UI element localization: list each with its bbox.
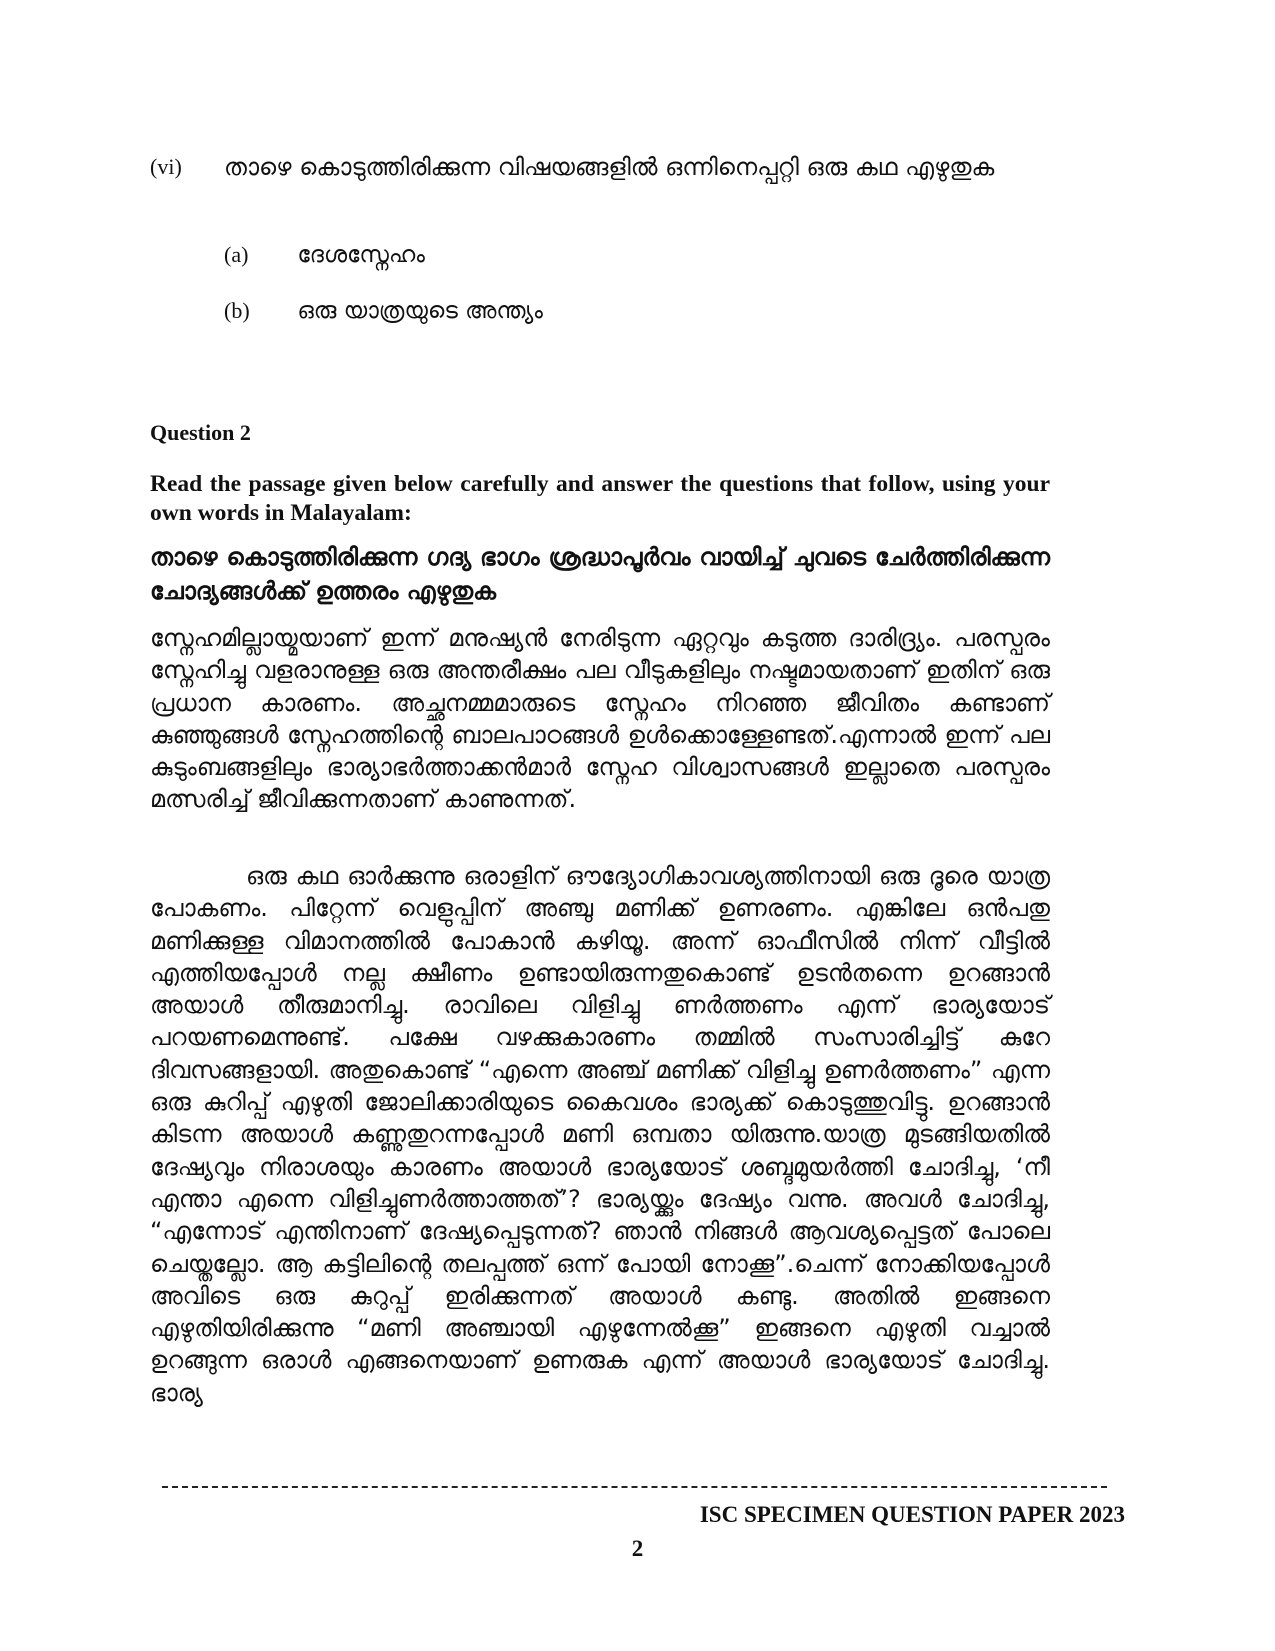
footer-title: ISC SPECIMEN QUESTION PAPER 2023 [699, 1502, 1125, 1527]
instruction-malayalam: താഴെ കൊടുത്തിരിക്കുന്ന ഗദ്യ ഭാഗം ശ്രദ്ധാപൂർവം വായിച്ച് ചുവടെ ചേർത്തിരിക്കുന്ന ചോദ്യങ്ങൾക്ക് ഉത്തരം എഴുതുക [150, 543, 1050, 605]
option-b [224, 298, 543, 324]
option-text: ദേശസ്നേഹം [297, 242, 425, 268]
item-vi-text: താഴെ കൊടുത്തിരിക്കുന്ന വിഷയങ്ങളിൽ ഒന്നിനെപ്പറ്റി ഒരു കഥ എഴുതുക [224, 153, 995, 181]
option-a [224, 242, 425, 268]
option-text: ഒരു യാത്രയുടെ അന്ത്യം [297, 298, 543, 324]
option-letter: (a) [224, 242, 249, 267]
question-item-vi [150, 150, 1050, 184]
option-letter: (b) [224, 298, 250, 323]
passage-paragraph-2: ഒരു കഥ ഓർക്കുന്നു ഒരാളിന് ഔദ്യോഗികാവശ്യത്തിനായി ഒരു ദൂരെ യാത്ര പോകണം. പിറ്റേന്ന് വെളുപ്പിന് അഞ്ചു മണിക്ക് ഉണരണം. എങ്കിലേ ഒൻപതു മണിക്കുള്ള വിമാനത്തിൽ പോകാൻ കഴിയൂ. അന്ന് ഓഫീസിൽ നിന്ന് വീട്ടിൽ എത്തിയപ്പോൾ നല്ല ക്ഷീണം ഉണ്ടായിരുന്നതുകൊണ്ട് ഉടൻതന്നെ ഉറങ്ങാൻ അയാൾ തീരുമാനിച്ചു. രാവിലെ വിളിച്ചു ണർത്തണം എന്ന് ഭാര്യയോട് പറയണമെന്നുണ്ട്. പക്ഷേ വഴക്കുകാരണം തമ്മിൽ സംസാരിച്ചിട്ട് കുറേ ദിവസങ്ങളായി. അതുകൊണ്ട് “എന്നെ അഞ്ച് മണിക്ക് വിളിച്ചു ഉണർത്തണം” എന്ന ഒരു കുറിപ്പ് എഴുതി ജോലിക്കാരിയുടെ കൈവശം ഭാര്യക്ക് കൊടുത്തുവിട്ടു. ഉറങ്ങാൻ കിടന്ന അയാൾ കണ്ണുതുറന്നപ്പോൾ മണി ഒമ്പതാ യിരുന്നു.യാത്ര മുടങ്ങിയതിൽ ദേഷ്യവും നിരാശയും കാരണം അയാൾ ഭാര്യയോട് ശബ്ദമുയർത്തി ചോദിച്ചു, ‘നീ എന്താ എന്നെ വിളിച്ചുണർത്താത്തത്’? ഭാര്യയ്ക്കും ദേഷ്യം വന്നു. അവൾ ചോദിച്ചു, “എന്നോട് എന്തിനാണ് ദേഷ്യപ്പെടുന്നത്? ഞാൻ നിങ്ങൾ ആവശ്യപ്പെട്ടത് പോലെ ചെയ്തല്ലോ. ആ കട്ടിലിന്റെ തലപ്പത്ത് ഒന്ന് പോയി നോക്കൂ”.ചെന്ന് നോക്കിയപ്പോൾ അവിടെ ഒരു കുറുപ്പ് ഇരിക്കുന്നത് അയാൾ കണ്ടു. അതിൽ ഇങ്ങനെ എഴുതിയിരിക്കുന്നു “മണി അഞ്ചായി എഴുന്നേൽക്കൂ” ഇങ്ങനെ എഴുതി വച്ചാൽ ഉറങ്ങുന്ന ഒരാൾ എങ്ങനെയാണ് ഉണരുക എന്ന് അയാൾ ഭാര്യയോട് ചോദിച്ചു. ഭാര്യ [150, 862, 1050, 1407]
item-number: (vi) [150, 154, 182, 179]
page-number: 2 [631, 1536, 644, 1561]
instruction-english: Read the passage given below carefully and answer the questions that follow, using your own words in Malayalam: [150, 471, 1050, 526]
passage-paragraph-1: സ്നേഹമില്ലായ്മയാണ് ഇന്ന് മനുഷ്യൻ നേരിടുന്ന ഏറ്റവും കടുത്ത ദാരിദ്ര്യം. പരസ്പരം സ്നേഹിച്ചു വളരാനുള്ള ഒരു അന്തരീക്ഷം പല വീടുകളിലും നഷ്ടമായതാണ് ഇതിന് ഒരു പ്രധാന കാരണം. അച്ഛനമ്മമാരുടെ സ്നേഹം നിറഞ്ഞ ജീവിതം കണ്ടാണ് കുഞ്ഞുങ്ങൾ സ്നേഹത്തിന്റെ ബാലപാഠങ്ങൾ ഉൾക്കൊള്ളേണ്ടത്.എന്നാൽ ഇന്ന് പല കുടുംബങ്ങളിലും ഭാര്യാഭർത്താക്കൻമാർ സ്നേഹ വിശ്വാസങ്ങൾ ഇല്ലാതെ പരസ്പരം മത്സരിച്ച് ജീവിക്കുന്നതാണ് കാണുന്നത്. [150, 624, 1050, 814]
question-heading: Question 2 [150, 420, 251, 445]
footer-divider [162, 1486, 1107, 1488]
